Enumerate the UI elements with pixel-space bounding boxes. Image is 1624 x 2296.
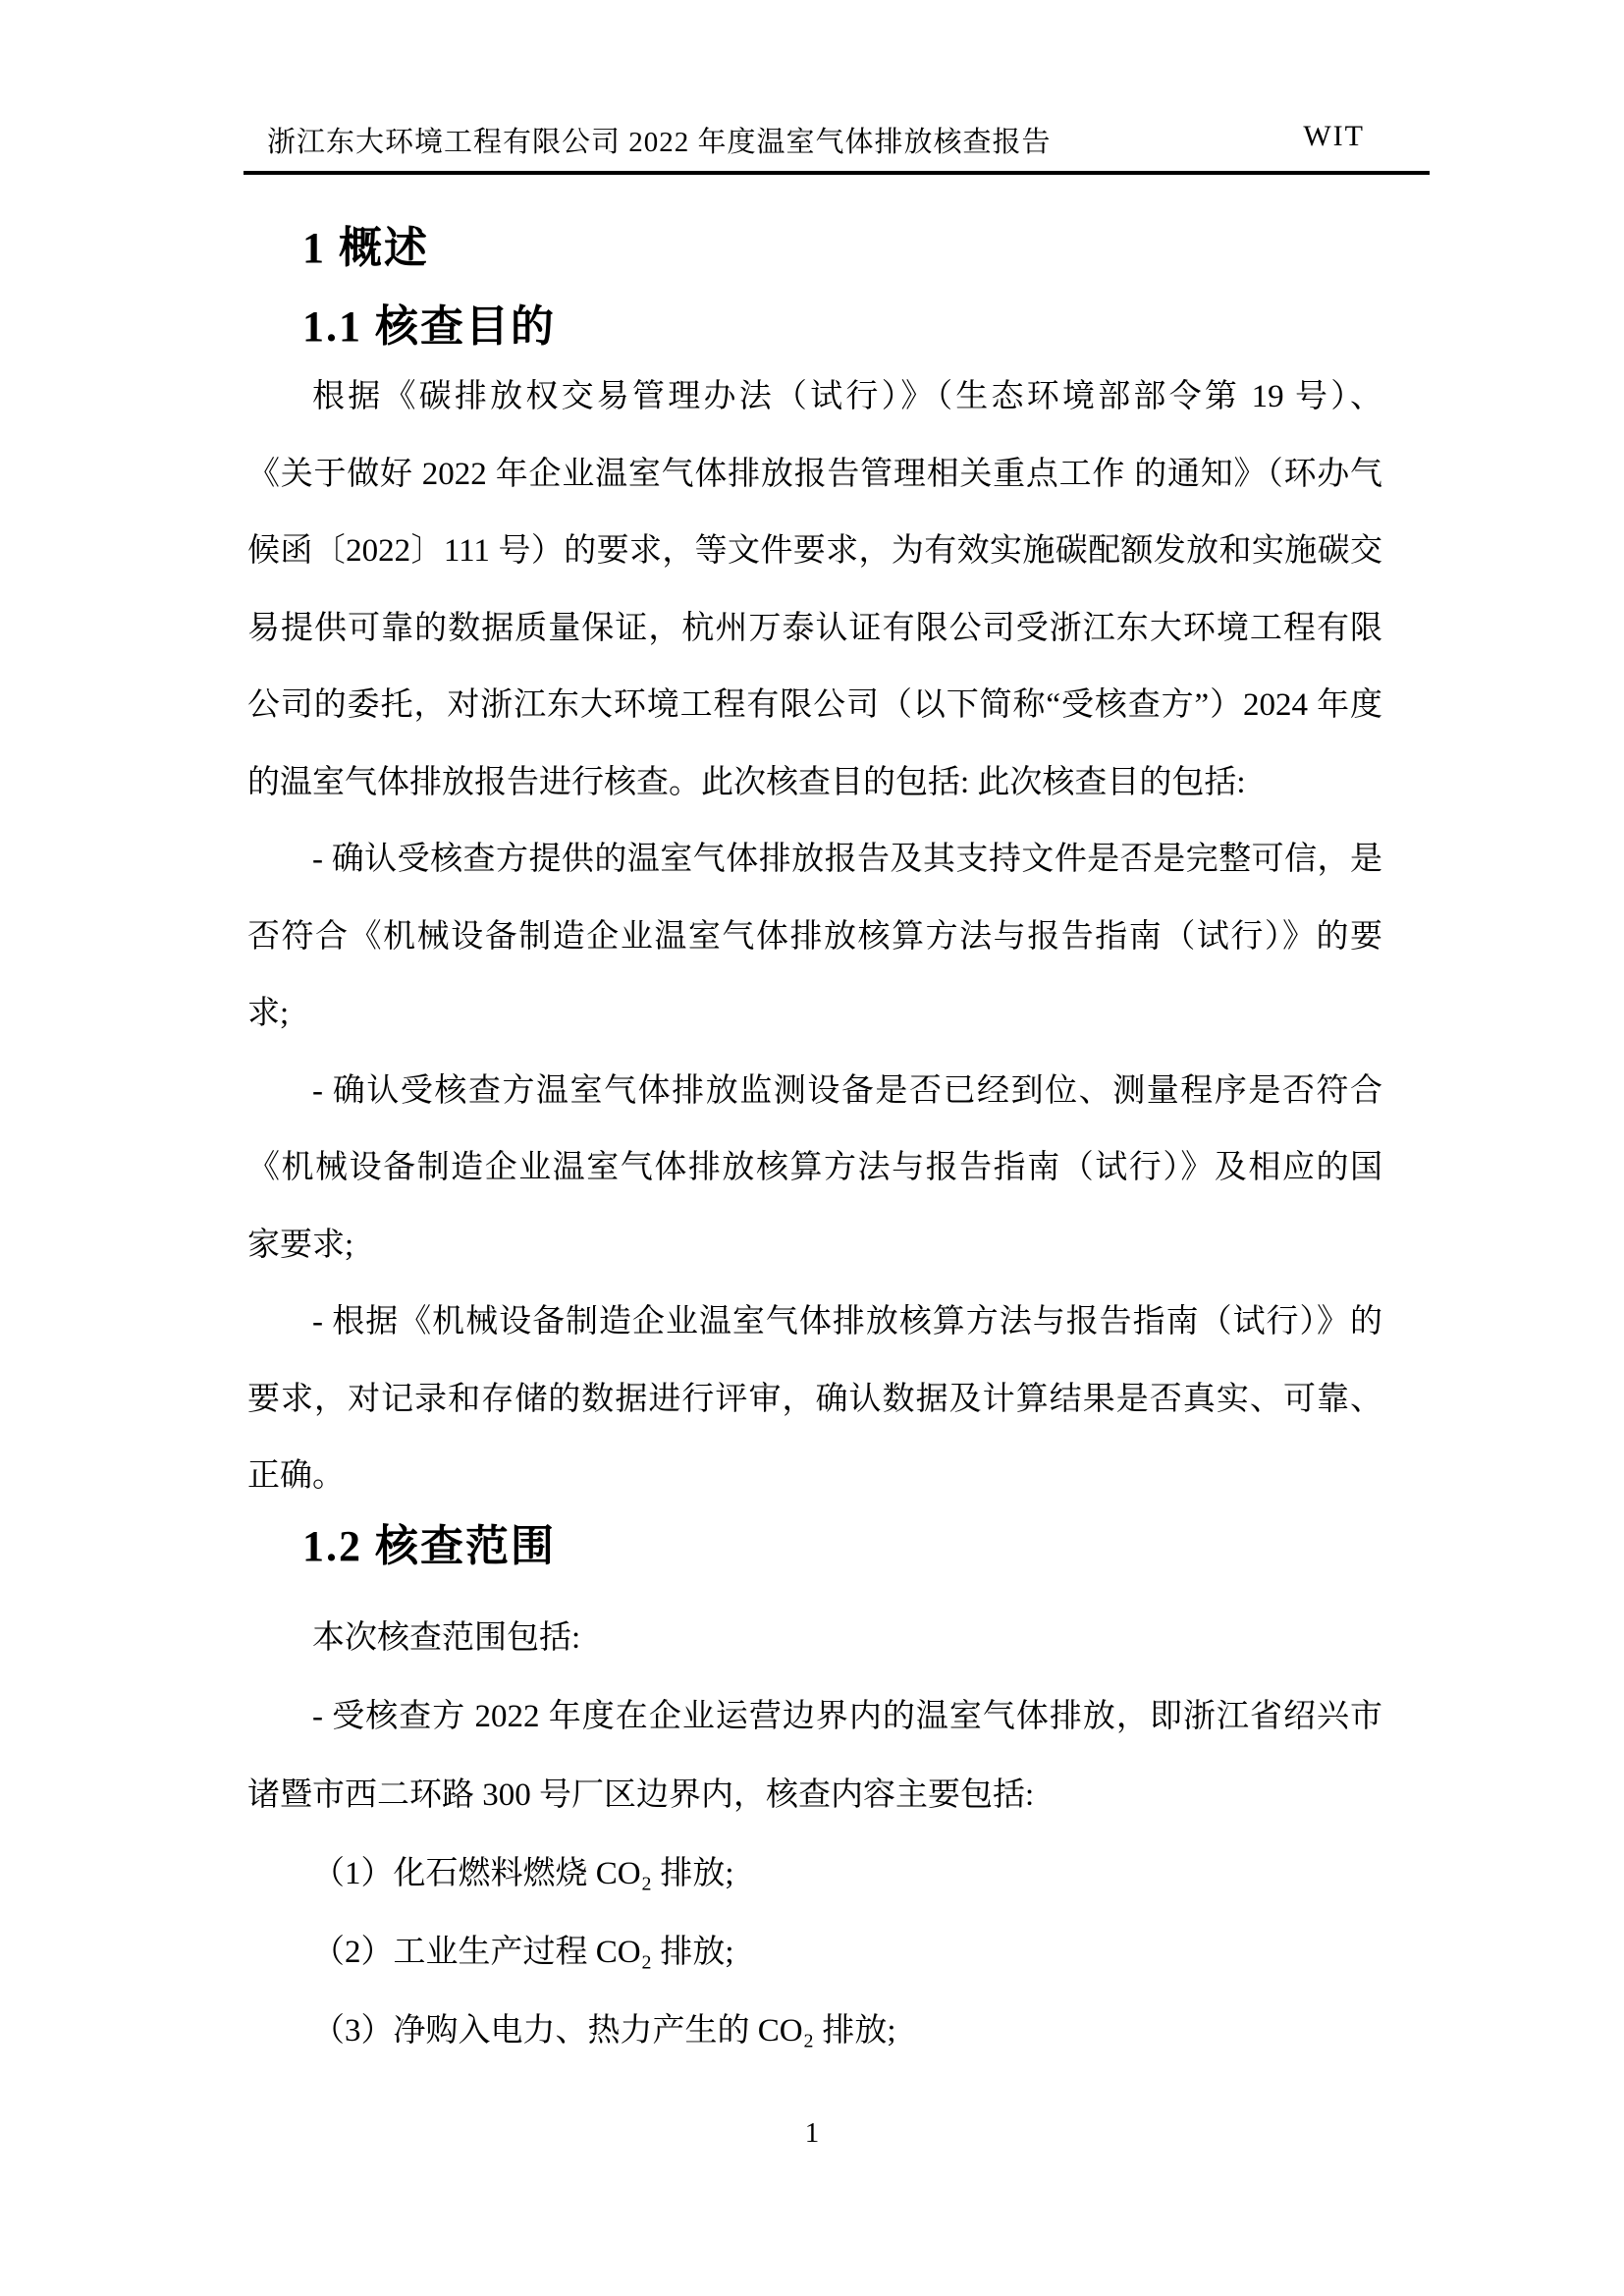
paragraph-line: - 确认受核查方提供的温室气体排放报告及其支持文件是否是完整可信，是	[312, 842, 1382, 877]
paragraph-line: 根据《碳排放权交易管理办法（试行）》（生态环境部部令第 19 号）、	[312, 379, 1382, 414]
header-rule	[244, 171, 1430, 175]
paragraph-line: - 根据《机械设备制造企业温室气体排放核算方法与报告指南（试行）》的	[312, 1304, 1382, 1339]
page-number: 1	[804, 2117, 820, 2149]
paragraph-line: 候函〔2022〕111 号）的要求，等文件要求，为有效实施碳配额发放和实施碳交	[247, 533, 1382, 569]
paragraph-line: 易提供可靠的数据质量保证，杭州万泰认证有限公司受浙江东大环境工程有限	[247, 610, 1382, 646]
paragraph-line: 否符合《机械设备制造企业温室气体排放核算方法与报告指南（试行）》的要	[247, 918, 1382, 955]
list-item: （2）工业生产过程 CO₂ 排放;	[312, 1935, 734, 1970]
list-item: （1）化石燃料燃烧 CO₂ 排放;	[312, 1856, 734, 1891]
paragraph-line: 诸暨市西二环路 300 号厂区边界内，核查内容主要包括:	[247, 1777, 1035, 1813]
section-heading-scope: 1.2 核查范围	[302, 1522, 556, 1570]
scope-section	[247, 1599, 1382, 2070]
paragraph-line: - 受核查方 2022 年度在企业运营边界内的温室气体排放，即浙江省绍兴市	[312, 1699, 1382, 1734]
section-heading-overview: 1 概述	[302, 224, 429, 272]
section-heading-purpose: 1.1 核查目的	[302, 302, 556, 351]
paragraph-line: 正确。	[247, 1458, 345, 1494]
purpose-section	[247, 358, 1382, 1515]
paragraph-line: 公司的委托，对浙江东大环境工程有限公司（以下简称“受核查方”）2024 年度	[247, 687, 1382, 723]
paragraph-line: 求;	[247, 996, 290, 1031]
paragraph-line: 《机械设备制造企业温室气体排放核算方法与报告指南（试行）》及相应的国	[247, 1150, 1382, 1185]
header-title: 浙江东大环境工程有限公司 2022 年度温室气体排放核查报告	[267, 127, 1052, 158]
paragraph-line: 本次核查范围包括:	[312, 1620, 581, 1656]
paragraph-line: 家要求;	[247, 1227, 354, 1263]
paragraph-line: 的温室气体排放报告进行核查。此次核查目的包括: 此次核查目的包括:	[247, 764, 1246, 800]
paragraph-line: 《关于做好 2022 年企业温室气体排放报告管理相关重点工作 的通知》（环办气	[247, 456, 1382, 492]
header-mark: WIT	[1303, 120, 1365, 152]
paragraph-line: - 确认受核查方温室气体排放监测设备是否已经到位、测量程序是否符合	[312, 1072, 1382, 1109]
paragraph-line: 要求，对记录和存储的数据进行评审，确认数据及计算结果是否真实、可靠、	[247, 1381, 1382, 1417]
list-item: （3）净购入电力、热力产生的 CO₂ 排放;	[312, 2013, 896, 2049]
